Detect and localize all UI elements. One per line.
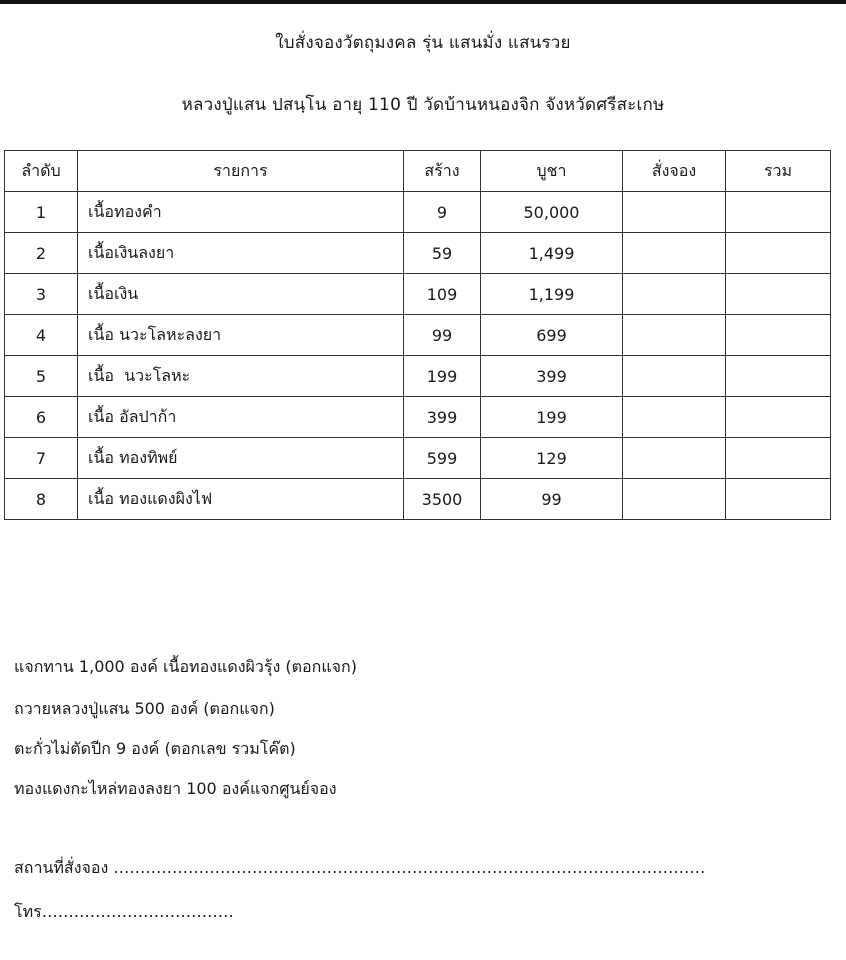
table-row (5, 479, 831, 520)
note-line: แจกทาน 1,000 องค์ เนื้อทองแดงผิวรุ้ง (ตอกแจก) (14, 657, 357, 676)
cell-price: 399 (481, 356, 623, 397)
table-row (5, 192, 831, 233)
cell-made: 399 (404, 397, 481, 438)
column-header-item: รายการ (78, 151, 404, 192)
column-header-made: สร้าง (404, 151, 481, 192)
cell-made: 599 (404, 438, 481, 479)
document-title: ใบสั่งจองวัตถุมงคล รุ่น แสนมั่ง แสนรวย (275, 33, 571, 53)
cell-total[interactable] (726, 192, 831, 233)
table-header-row (5, 151, 831, 192)
table-row (5, 438, 831, 479)
cell-no: 2 (5, 233, 78, 274)
cell-order[interactable] (623, 438, 726, 479)
table-row (5, 233, 831, 274)
cell-price: 129 (481, 438, 623, 479)
cell-total[interactable] (726, 233, 831, 274)
cell-total[interactable] (726, 274, 831, 315)
cell-total[interactable] (726, 315, 831, 356)
note-line: ถวายหลวงปู่แสน 500 องค์ (ตอกแจก) (14, 699, 275, 718)
phone-field[interactable]: โทร……………………………… (14, 902, 234, 921)
cell-price: 1,499 (481, 233, 623, 274)
cell-item: เนื้อเงินลงยา (78, 233, 404, 274)
cell-order[interactable] (623, 356, 726, 397)
cell-total[interactable] (726, 479, 831, 520)
cell-made: 9 (404, 192, 481, 233)
cell-item: เนื้อ นวะโลหะ (78, 356, 404, 397)
table-row (5, 315, 831, 356)
order-place-field[interactable]: สถานที่สั่งจอง ………………………………………………………………………………………………… (14, 858, 706, 877)
cell-made: 3500 (404, 479, 481, 520)
cell-total[interactable] (726, 438, 831, 479)
cell-total[interactable] (726, 356, 831, 397)
cell-made: 59 (404, 233, 481, 274)
cell-order[interactable] (623, 192, 726, 233)
column-header-no: ลำดับ (5, 151, 78, 192)
cell-item: เนื้อทองคำ (78, 192, 404, 233)
cell-no: 1 (5, 192, 78, 233)
cell-item: เนื้อเงิน (78, 274, 404, 315)
table-row (5, 356, 831, 397)
cell-price: 699 (481, 315, 623, 356)
cell-item: เนื้อ ทองแดงผิงไฟ (78, 479, 404, 520)
cell-no: 5 (5, 356, 78, 397)
cell-order[interactable] (623, 397, 726, 438)
cell-made: 99 (404, 315, 481, 356)
table-row (5, 274, 831, 315)
cell-item: เนื้อ ทองทิพย์ (78, 438, 404, 479)
table-row (5, 397, 831, 438)
cell-item: เนื้อ นวะโลหะลงยา (78, 315, 404, 356)
cell-no: 4 (5, 315, 78, 356)
cell-item: เนื้อ อัลปาก้า (78, 397, 404, 438)
cell-order[interactable] (623, 233, 726, 274)
column-header-total: รวม (726, 151, 831, 192)
cell-price: 199 (481, 397, 623, 438)
column-header-order: สั่งจอง (623, 151, 726, 192)
cell-order[interactable] (623, 274, 726, 315)
cell-no: 7 (5, 438, 78, 479)
document-subtitle: หลวงปู่แสน ปสนฺโน อายุ 110 ปี วัดบ้านหนองจิก จังหวัดศรีสะเกษ (181, 95, 665, 115)
top-border (0, 0, 846, 4)
cell-price: 99 (481, 479, 623, 520)
cell-no: 8 (5, 479, 78, 520)
column-header-price: บูชา (481, 151, 623, 192)
cell-order[interactable] (623, 315, 726, 356)
cell-no: 6 (5, 397, 78, 438)
cell-made: 199 (404, 356, 481, 397)
cell-no: 3 (5, 274, 78, 315)
cell-price: 50,000 (481, 192, 623, 233)
cell-order[interactable] (623, 479, 726, 520)
note-line: ตะกั่วไม่ตัดปีก 9 องค์ (ตอกเลข รวมโค๊ต) (14, 739, 296, 758)
cell-price: 1,199 (481, 274, 623, 315)
order-table (4, 150, 831, 520)
cell-made: 109 (404, 274, 481, 315)
note-line: ทองแดงกะไหล่ทองลงยา 100 องค์แจกศูนย์จอง (14, 779, 337, 798)
cell-total[interactable] (726, 397, 831, 438)
